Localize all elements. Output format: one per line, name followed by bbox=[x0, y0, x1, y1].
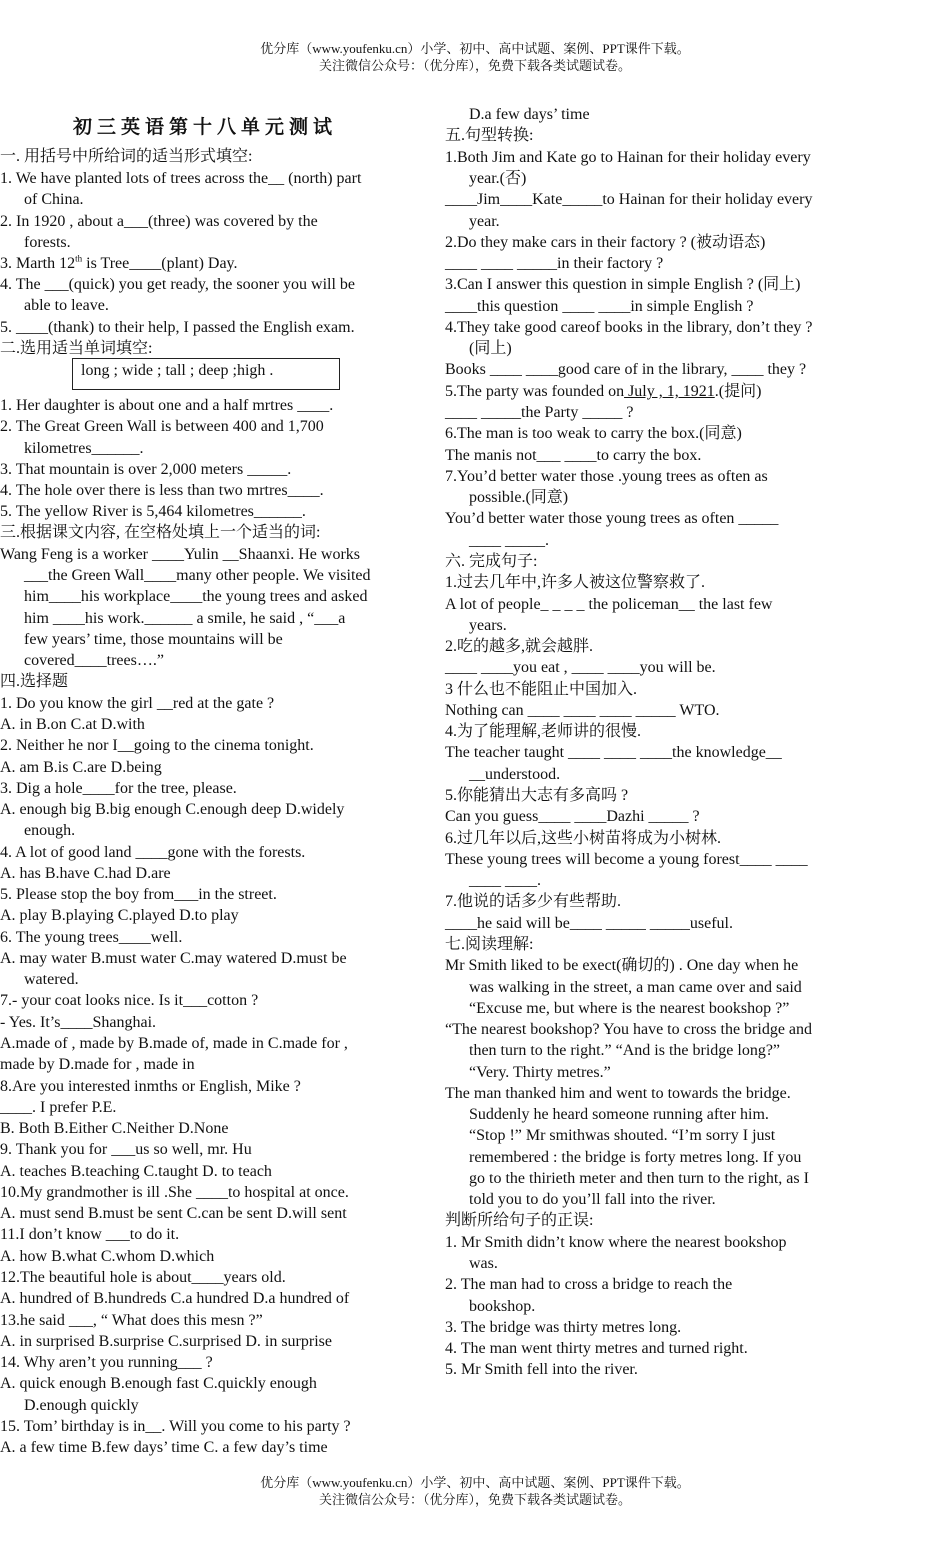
passage-line: Wang Feng is a worker ____Yulin __Shaanxi. He works bbox=[0, 546, 360, 563]
question-line: Nothing can ____ ____ ____ _____ WTO. bbox=[445, 702, 720, 719]
question-line: (同上) bbox=[469, 340, 512, 357]
section-heading: 七.阅读理解: bbox=[445, 936, 534, 953]
question-line: 6. The young trees____well. bbox=[0, 929, 183, 946]
question-line: of China. bbox=[24, 191, 84, 208]
options-line: A. quick enough B.enough fast C.quickly enough bbox=[0, 1375, 317, 1392]
question-line: ____ ____you eat , ____ ____you will be. bbox=[445, 659, 716, 676]
question-line: 13.he said ___, “ What does this mesn ?” bbox=[0, 1312, 263, 1329]
passage-line: Mr Smith liked to be exect(确切的) . One day when he bbox=[445, 957, 799, 974]
passage-line: “Excuse me, but where is the nearest bookshop ?” bbox=[469, 1000, 790, 1017]
options-line: A. enough big B.big enough C.enough deep D.widely bbox=[0, 801, 345, 818]
question-line: 4. The man went thirty metres and turned right. bbox=[445, 1340, 748, 1357]
options-line: enough. bbox=[24, 822, 76, 839]
question-line: 11.I don’t know ___to do it. bbox=[0, 1226, 180, 1243]
question-line: - Yes. It’s____Shanghai. bbox=[0, 1014, 157, 1031]
question-line: kilometres______. bbox=[24, 440, 144, 457]
question-line: ____this question ____ ____in simple English ? bbox=[445, 298, 754, 315]
page-footer bbox=[0, 1474, 950, 1508]
section-heading: 判断所给句子的正误: bbox=[445, 1212, 594, 1229]
question-line: 14. Why aren’t you running___ ? bbox=[0, 1354, 213, 1371]
footer-line-1: 优分库（www.youfenku.cn）小学、初中、高中试题、案例、PPT课件下载。 bbox=[260, 1475, 690, 1490]
question-line: 4. The hole over there is less than two mrtres____. bbox=[0, 482, 324, 499]
page-title: 初三英语第十八单元测试 bbox=[72, 116, 337, 138]
options-line: watered. bbox=[24, 971, 79, 988]
options-line: A. hundred of B.hundreds C.a hundred D.a hundred of bbox=[0, 1290, 350, 1307]
question-line: 2.Do they make cars in their factory ? (被动语态) bbox=[445, 234, 766, 251]
section-heading: 六. 完成句子: bbox=[445, 553, 538, 570]
question-line: 1. Do you know the girl __red at the gate ? bbox=[0, 695, 275, 712]
question-line: 4.They take good careof books in the library, don’t they ? bbox=[445, 319, 813, 336]
section-heading: 一. 用括号中所给词的适当形式填空: bbox=[0, 148, 253, 165]
passage-line: go to the thirieth meter and then turn to the right, as I bbox=[469, 1170, 809, 1187]
section-heading: 二.选用适当单词填空: bbox=[0, 340, 153, 357]
question-line: 7.You’d better water those .young trees as often as bbox=[445, 468, 768, 485]
question-line: ____. I prefer P.E. bbox=[0, 1099, 117, 1116]
question-line: bookshop. bbox=[469, 1298, 536, 1315]
question-line bbox=[445, 381, 855, 402]
question-line: 4.为了能理解,老师讲的很慢. bbox=[445, 723, 642, 740]
question-line: 5. ____(thank) to their help, I passed the English exam. bbox=[0, 319, 355, 336]
header-line-2: 关注微信公众号：（优分库），免费下载各类试题试卷。 bbox=[318, 58, 631, 73]
question-line: 7.他说的话多少有些帮助. bbox=[445, 893, 622, 910]
question-line: Can you guess____ ____Dazhi _____ ? bbox=[445, 808, 700, 825]
question-line: 4. The ___(quick) you get ready, the sooner you will be bbox=[0, 276, 356, 293]
question-line: ____he said will be____ _____ _____useful. bbox=[445, 915, 733, 932]
question-line: 2. Neither he nor I__going to the cinema tonight. bbox=[0, 737, 314, 754]
superscript: th bbox=[75, 253, 83, 264]
passage-line: “The nearest bookshop? You have to cross the bridge and bbox=[445, 1021, 813, 1038]
question-line: 12.The beautiful hole is about____years old. bbox=[0, 1269, 286, 1286]
question-line bbox=[0, 253, 410, 274]
section-heading: 五.句型转换: bbox=[445, 127, 534, 144]
question-line: 9. Thank you for ___us so well, mr. Hu bbox=[0, 1141, 252, 1158]
passage-line: ___the Green Wall____many other people. We visited bbox=[24, 567, 371, 584]
question-text: is Tree____(plant) Day. bbox=[82, 255, 238, 272]
question-line: forests. bbox=[24, 234, 71, 251]
options-line: A. must send B.must be sent C.can be sent D.will sent bbox=[0, 1205, 347, 1222]
question-line: Books ____ ____good care of in the library, ____ they ? bbox=[445, 361, 807, 378]
passage-line: him ____his work.______ a smile, he said , “___a bbox=[24, 610, 346, 627]
options-line: A. may water B.must water C.may watered D.must be bbox=[0, 950, 347, 967]
question-line: 2. In 1920 , about a___(three) was covered by the bbox=[0, 213, 318, 230]
question-line: 3. The bridge was thirty metres long. bbox=[445, 1319, 682, 1336]
question-line: ____ ____. bbox=[469, 872, 541, 889]
options-line: D.a few days’ time bbox=[469, 106, 590, 123]
question-line: year.(否) bbox=[469, 170, 527, 187]
options-line: A. am B.is C.are D.being bbox=[0, 759, 162, 776]
passage-line: told you to do you’ll fall into the river. bbox=[469, 1191, 716, 1208]
question-line: able to leave. bbox=[24, 297, 109, 314]
question-line: 5.你能猜出大志有多高吗 ? bbox=[445, 787, 629, 804]
question-line: ____ _____the Party _____ ? bbox=[445, 404, 634, 421]
question-line: 3. That mountain is over 2,000 meters _____. bbox=[0, 461, 292, 478]
options-line: A. a few time B.few days’ time C. a few day’s time bbox=[0, 1439, 328, 1456]
options-line: A. has B.have C.had D.are bbox=[0, 865, 171, 882]
options-line: A. in B.on C.at D.with bbox=[0, 716, 145, 733]
passage-line: remembered : the bridge is forty metres long. If you bbox=[469, 1149, 802, 1166]
question-line: 3. Dig a hole____for the tree, please. bbox=[0, 780, 237, 797]
word-bank-box: long ; wide ; tall ; deep ;high . bbox=[72, 358, 340, 390]
question-line: The teacher taught ____ ____ ____the knowledge__ bbox=[445, 744, 782, 761]
question-line: 8.Are you interested inmths or English, Mike ? bbox=[0, 1078, 301, 1095]
question-line: These young trees will become a young forest____ ____ bbox=[445, 851, 808, 868]
question-text: 3. Marth 12 bbox=[0, 255, 76, 272]
question-line: ____ _____. bbox=[469, 532, 549, 549]
question-line: 1. We have planted lots of trees across the__ (north) part bbox=[0, 170, 362, 187]
passage-line: Suddenly he heard someone running after him. bbox=[469, 1106, 769, 1123]
question-line: years. bbox=[469, 617, 507, 634]
section-heading: 四.选择题 bbox=[0, 673, 69, 690]
question-line: was. bbox=[469, 1255, 498, 1272]
question-line: 1. Mr Smith didn’t know where the nearest bookshop bbox=[445, 1234, 787, 1251]
question-text: 5.The party was founded on bbox=[445, 383, 625, 400]
question-line: year. bbox=[469, 213, 500, 230]
question-line: 5. Please stop the boy from___in the street. bbox=[0, 886, 277, 903]
options-line: made by D.made for , made in bbox=[0, 1056, 195, 1073]
header-line-1: 优分库（www.youfenku.cn）小学、初中、高中试题、案例、PPT课件下载。 bbox=[260, 41, 690, 56]
question-line: __understood. bbox=[469, 766, 561, 783]
question-line: You’d better water those young trees as often _____ bbox=[445, 510, 779, 527]
underlined-date: July , 1, 1921 bbox=[624, 383, 715, 400]
passage-line: “Very. Thirty metres.” bbox=[469, 1064, 611, 1081]
options-line: A.made of , made by B.made of, made in C.made for , bbox=[0, 1035, 348, 1052]
question-line: 7.- your coat looks nice. Is it___cotton ? bbox=[0, 992, 259, 1009]
question-line: 5. Mr Smith fell into the river. bbox=[445, 1361, 638, 1378]
question-line: 4. A lot of good land ____gone with the forests. bbox=[0, 844, 306, 861]
question-line: 1.Both Jim and Kate go to Hainan for their holiday every bbox=[445, 149, 811, 166]
question-line: 1. Her daughter is about one and a half mrtres ____. bbox=[0, 397, 334, 414]
section-heading: 三.根据课文内容, 在空格处填上一个适当的词: bbox=[0, 524, 321, 541]
question-line: possible.(同意) bbox=[469, 489, 569, 506]
question-line: 6.过几年以后,这些小树苗将成为小树林. bbox=[445, 830, 722, 847]
passage-line: The man thanked him and went to towards the bridge. bbox=[445, 1085, 791, 1102]
options-line: A. play B.playing C.played D.to play bbox=[0, 907, 239, 924]
question-line: 5. The yellow River is 5,464 kilometres______. bbox=[0, 503, 306, 520]
question-line: ____Jim____Kate_____to Hainan for their holiday every bbox=[445, 191, 813, 208]
options-line: A. how B.what C.whom D.which bbox=[0, 1248, 215, 1265]
question-line: A lot of people_ _ _ _ the policeman__ the last few bbox=[445, 596, 773, 613]
options-line: A. in surprised B.surprise C.surprised D. in surprise bbox=[0, 1333, 332, 1350]
passage-line: few years’ time, those mountains will be bbox=[24, 631, 283, 648]
question-line: ____ ____ _____in their factory ? bbox=[445, 255, 664, 272]
question-line: 2. The man had to cross a bridge to reach the bbox=[445, 1276, 733, 1293]
options-line: A. teaches B.teaching C.taught D. to teach bbox=[0, 1163, 272, 1180]
question-line: 3 什么也不能阻止中国加入. bbox=[445, 681, 638, 698]
question-line: 10.My grandmother is ill .She ____to hospital at once. bbox=[0, 1184, 349, 1201]
question-line: 3.Can I answer this question in simple English ? (同上) bbox=[445, 276, 801, 293]
passage-line: him____his workplace____the young trees and asked bbox=[24, 588, 368, 605]
question-line: 15. Tom’ birthday is in__. Will you come to his party ? bbox=[0, 1418, 351, 1435]
passage-line: covered____trees….” bbox=[24, 652, 164, 669]
question-line: 2.吃的越多,就会越胖. bbox=[445, 638, 594, 655]
question-line: 1.过去几年中,许多人被这位警察救了. bbox=[445, 574, 706, 591]
question-line: 6.The man is too weak to carry the box.(同意) bbox=[445, 425, 742, 442]
options-line: D.enough quickly bbox=[24, 1397, 139, 1414]
passage-line: then turn to the right.” “And is the bridge long?” bbox=[469, 1042, 781, 1059]
page-header bbox=[0, 40, 950, 74]
passage-line: “Stop !” Mr smithwas shouted. “I’m sorry I just bbox=[469, 1127, 776, 1144]
footer-line-2: 关注微信公众号：（优分库），免费下载各类试题试卷。 bbox=[318, 1492, 631, 1507]
question-text: .(提问) bbox=[714, 383, 762, 400]
options-line: B. Both B.Either C.Neither D.None bbox=[0, 1120, 229, 1137]
question-line: 2. The Great Green Wall is between 400 and 1,700 bbox=[0, 418, 324, 435]
question-line: The manis not___ ____to carry the box. bbox=[445, 447, 702, 464]
passage-line: was walking in the street, a man came over and said bbox=[469, 979, 802, 996]
